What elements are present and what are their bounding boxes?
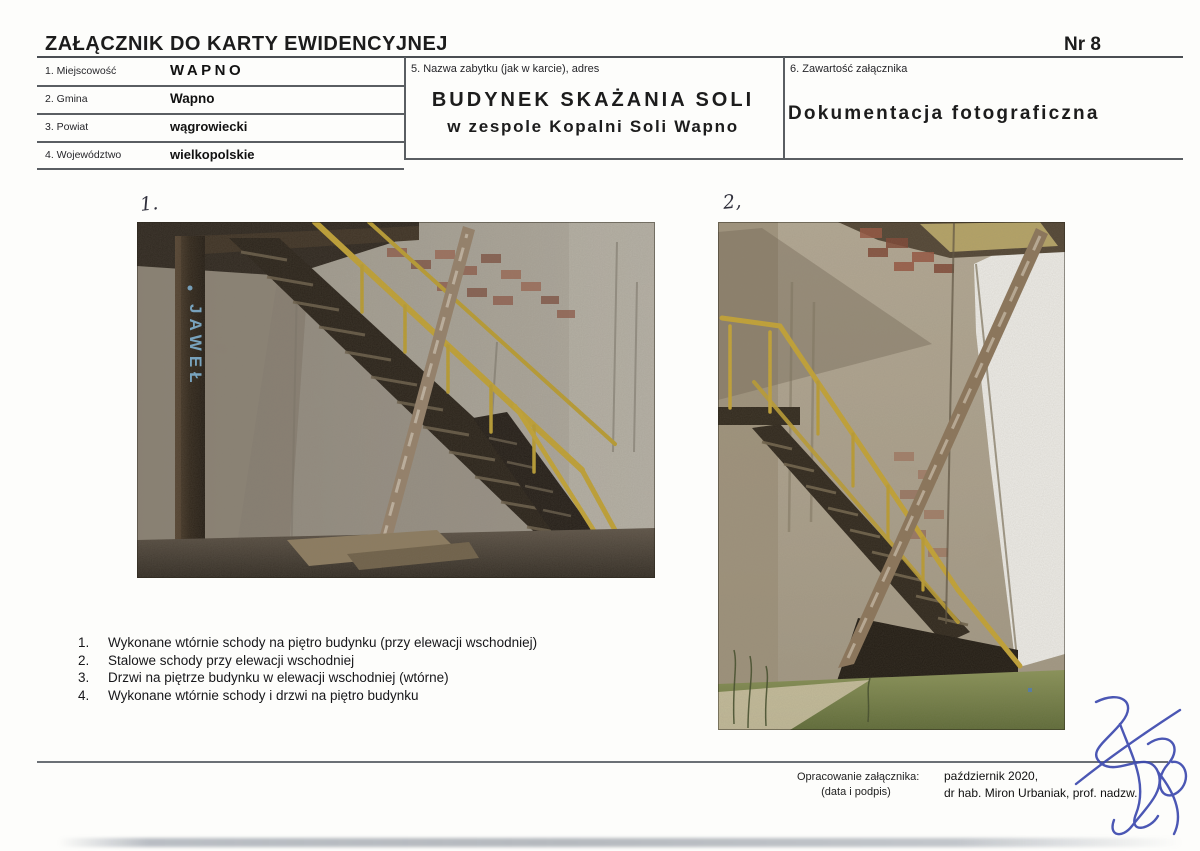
monument-label: 5. Nazwa zabytku (jak w karcie), adres [411, 63, 600, 75]
attachment-content: Dokumentacja fotograficzna [788, 103, 1100, 124]
row-divider [37, 168, 404, 170]
graffiti-text: JAWEŁ [186, 304, 205, 388]
scan-edge-artifact [58, 838, 1182, 847]
preparation-date: październik 2020, [944, 769, 1039, 783]
field-label-gmina: 2. Gmina [45, 93, 88, 105]
handwritten-signature [1062, 688, 1200, 840]
date-signature-sublabel: (data i podpis) [821, 786, 891, 798]
caption-text: Stalowe schody przy elewacji wschodniej [108, 652, 355, 668]
attachment-number: Nr 8 [1064, 34, 1101, 55]
monument-name: BUDYNEK SKAŻANIA SOLI [431, 89, 755, 111]
column-divider [783, 57, 785, 159]
field-label-wojewodztwo: 4. Województwo [45, 149, 122, 161]
caption-item [78, 634, 678, 652]
photo-1-staircase-east-elevation [137, 222, 655, 578]
caption-text: Wykonane wtórnie schody i drzwi na piętro budynku [108, 687, 419, 703]
field-value-gmina: Wapno [170, 91, 215, 106]
table-bottom-line [404, 158, 1183, 160]
photo2-handwritten-label: 2, [721, 190, 743, 214]
author-name: dr hab. Miron Urbaniak, prof. nadzw. [944, 786, 1138, 800]
monument-complex: w zespole Kopalni Soli Wapno [447, 117, 739, 136]
caption-item [78, 669, 678, 687]
attachment-label: 6. Zawartość załącznika [790, 63, 908, 75]
field-label-miejscowosc: 1. Miejscowość [45, 65, 117, 77]
caption-item [78, 687, 678, 705]
footer-line [37, 761, 1168, 763]
caption-number: 2. [78, 652, 90, 668]
photo-grain [137, 222, 655, 578]
caption-number: 1. [78, 635, 90, 650]
photo1-handwritten-label: 1. [138, 192, 160, 216]
caption-item [78, 652, 678, 670]
caption-text: Drzwi na piętrze budynku w elewacji wschodniej (wtórne) [108, 670, 449, 685]
photo-2-staircase-east-elevation [718, 222, 1065, 730]
photo-grain [718, 222, 1065, 730]
caption-number: 3. [78, 670, 90, 685]
row-divider [37, 113, 404, 115]
caption-number: 4. [78, 687, 90, 703]
row-divider [37, 141, 404, 143]
field-value-wojewodztwo: wielkopolskie [170, 147, 255, 162]
title-underline [37, 56, 1183, 58]
field-label-powiat: 3. Powiat [45, 121, 89, 133]
page-title: ZAŁĄCZNIK DO KARTY EWIDENCYJNEJ [45, 33, 448, 55]
prepared-by-label: Opracowanie załącznika: [797, 771, 920, 783]
field-value-miejscowosc: WAPNO [170, 62, 245, 79]
field-value-powiat: wągrowiecki [170, 119, 248, 134]
photo-caption-list [78, 634, 678, 704]
caption-text: Wykonane wtórnie schody na piętro budynku (przy elewacji wschodniej) [108, 635, 538, 650]
row-divider [37, 85, 404, 87]
